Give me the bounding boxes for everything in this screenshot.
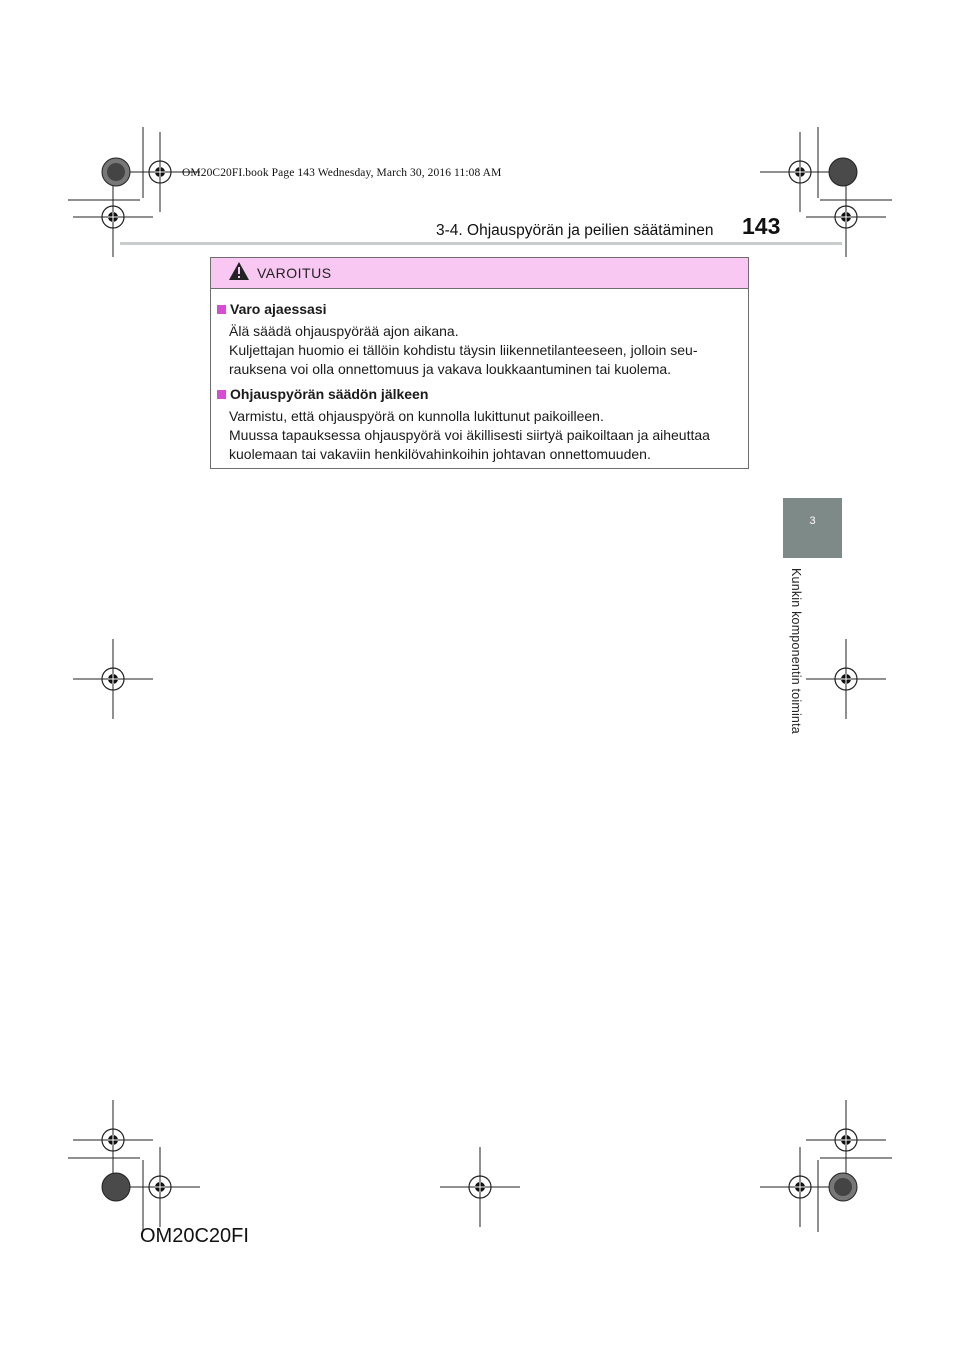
- section-title: 3-4. Ohjauspyörän ja peilien säätäminen: [436, 222, 714, 239]
- starburst-mark-top-left: [102, 158, 130, 186]
- crosshair-mark-mid-right: [806, 639, 886, 719]
- warning-item-line: rauksena voi olla onnettomuus ja vakava loukkaantuminen tai kuolema.: [229, 361, 672, 377]
- warning-box: [210, 257, 749, 469]
- chapter-number: 3: [809, 515, 816, 527]
- crosshair-mark-upper-left: [73, 177, 153, 257]
- crosshair-mark-mid-left: [73, 639, 153, 719]
- warning-body: [217, 300, 744, 470]
- page-number: 143: [742, 213, 781, 239]
- warning-title: VAROITUS: [257, 265, 332, 281]
- warning-item-line: Varmistu, että ohjauspyörä on kunnolla lukittunut paikoilleen.: [229, 408, 604, 424]
- warning-item-line: Älä säädä ohjauspyörää ajon aikana.: [229, 323, 459, 339]
- warning-header: [211, 258, 748, 289]
- print-info-line: OM20C20FI.book Page 143 Wednesday, March 30, 2016 11:08 AM: [182, 167, 502, 179]
- crosshair-mark-bottom-center: [440, 1147, 520, 1227]
- warning-item-driving: [217, 300, 744, 379]
- warning-triangle-icon: [228, 261, 250, 281]
- dark-disc-mark-bottom-left: [102, 1173, 130, 1201]
- header-rule: [120, 242, 842, 245]
- crosshair-mark-bottom-left: [120, 1147, 200, 1227]
- chapter-title-vertical: Kunkin komponentin toiminta: [789, 568, 803, 734]
- warning-item-after-adjustment: [217, 385, 744, 464]
- square-bullet-icon: [217, 305, 226, 314]
- footer-model-code: OM20C20FI: [140, 1225, 249, 1247]
- warning-item-heading: Ohjauspyörän säädön jälkeen: [230, 386, 429, 402]
- crosshair-mark-bottom-right: [760, 1147, 840, 1227]
- warning-item-line: kuolemaan tai vakaviin henkilövahinkoihin johtavan onnettomuuden.: [229, 446, 651, 462]
- chapter-tab: [783, 498, 842, 558]
- crosshair-mark-lower-left: [73, 1100, 153, 1180]
- square-bullet-icon: [217, 390, 226, 399]
- warning-item-line: Muussa tapauksessa ohjauspyörä voi äkillisesti siirtyä paikoiltaan ja aiheuttaa: [229, 427, 710, 443]
- warning-item-line: Kuljettajan huomio ei tällöin kohdistu täysin liikennetilanteeseen, jolloin seu-: [229, 342, 698, 358]
- dark-disc-mark-top-right: [829, 158, 857, 186]
- starburst-mark-bottom-right: [829, 1173, 857, 1201]
- warning-item-heading: Varo ajaessasi: [230, 301, 327, 317]
